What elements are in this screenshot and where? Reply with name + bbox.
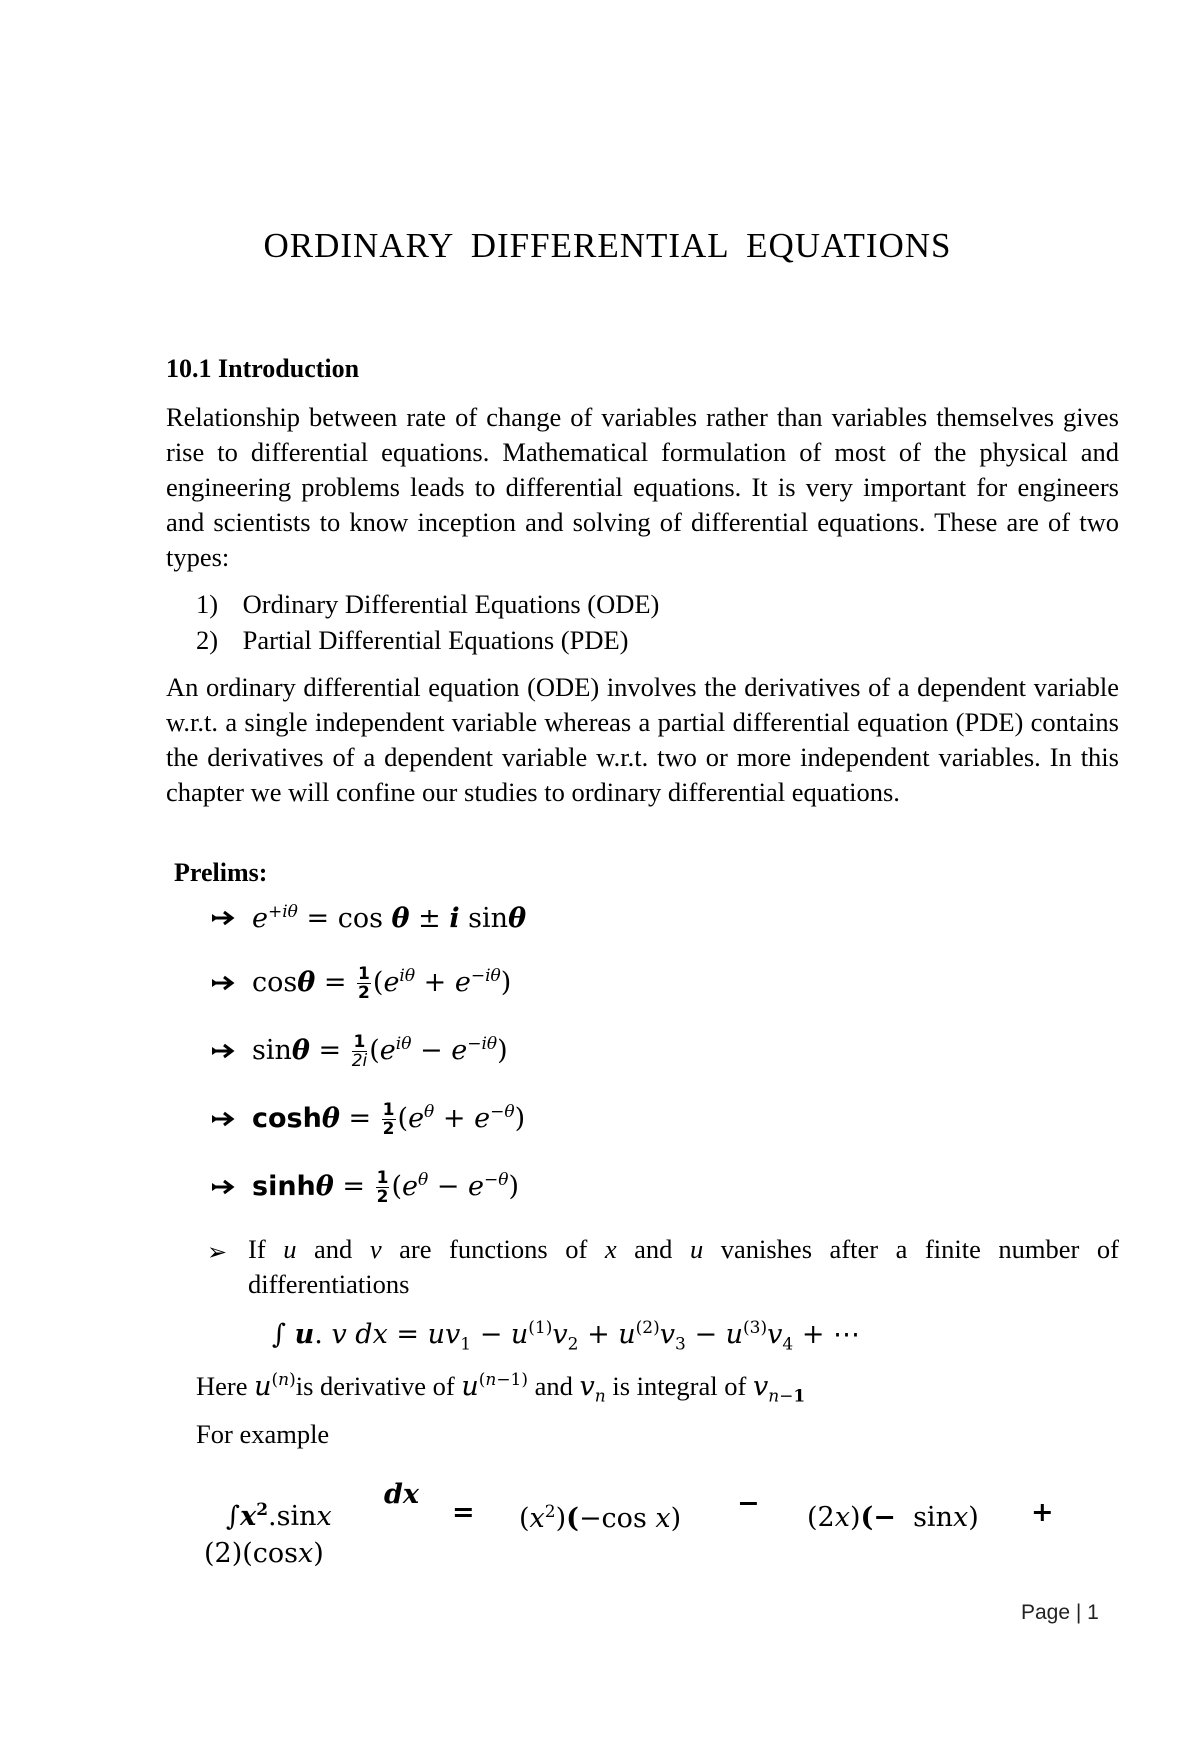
text-run: and xyxy=(314,1234,353,1264)
formula-euler xyxy=(210,893,526,943)
arrow-bullet-icon xyxy=(210,1041,240,1061)
math-part: (2x)(− sinx) xyxy=(807,1502,979,1533)
arrow-bullet-icon xyxy=(210,1109,240,1129)
list-item-number: 2) xyxy=(196,625,219,655)
formula-cosh xyxy=(210,1094,525,1144)
var-u: u xyxy=(283,1234,297,1264)
text-run: If xyxy=(248,1234,266,1264)
formula-sinh xyxy=(210,1162,519,1212)
list-item xyxy=(196,622,659,658)
math-inline: $v_n$ xyxy=(579,1371,606,1407)
text-run: Here xyxy=(196,1371,248,1401)
formula-sin xyxy=(210,1026,508,1076)
text-run: and xyxy=(634,1234,673,1264)
arrow-bullet-icon xyxy=(210,973,240,993)
arrow-bullet-icon xyxy=(210,908,240,928)
list-item-text: Partial Differential Equations (PDE) xyxy=(242,625,629,655)
math-inline: $u^{(n)}$ xyxy=(254,1370,296,1402)
chevron-bullet-icon: ➢ xyxy=(207,1238,228,1266)
arrow-bullet-icon xyxy=(210,1177,240,1197)
ode-paragraph: An ordinary differential equation (ODE) involves the derivatives of a dependent variable w.r.t. a single independent variable whereas a partial differential equation (PDE) contains the derivatives of a dependent variable w.r.t. two or more independent variables. In this chapter we will confine our studies to ordinary differential equations. xyxy=(166,672,1119,807)
var-v: v xyxy=(369,1234,382,1264)
integration-by-parts-formula: ∫ u. v dx = $uv_1 - u^{(1)}v_2 + u^{(2)}v_3 - u^{(3)}v_4$ + ⋯ xyxy=(272,1318,861,1355)
formula-text: sinhθ = $\frac{1}{2}$ $(e^\theta - e^{-\theta})$ xyxy=(252,1167,520,1207)
var-u: u xyxy=(689,1234,704,1264)
page-title: ORDINARY DIFFERENTIAL EQUATIONS xyxy=(263,226,952,265)
math-part: dx xyxy=(384,1479,419,1510)
math-inline: $u^{(n-1)}$ xyxy=(461,1370,529,1402)
list-item xyxy=(196,586,659,622)
types-list xyxy=(196,586,659,658)
section-heading: 10.1 Introduction xyxy=(166,354,360,383)
text-run: is derivative of xyxy=(295,1371,455,1401)
math-part: = xyxy=(452,1497,475,1528)
formula-text: cosθ = $\frac{1}{2}$ $(e^{i\theta} + e^{-i\theta})$ xyxy=(252,963,512,1003)
math-inline: $v_{n-1}$ xyxy=(752,1371,806,1407)
text-run: is integral of xyxy=(612,1371,747,1401)
var-x: x xyxy=(604,1234,617,1264)
text-run: and xyxy=(534,1371,573,1401)
formula-text: coshθ = $\frac{1}{2}$ $(e^\theta + e^{-\theta})$ xyxy=(252,1099,526,1139)
intro-paragraph: Relationship between rate of change of variables rather than variables themselves gives rise to differential equations. Mathematical formulation of most of the physical and engineering problems leads to differential equations. It is very important for engineers and scientists to know inception and solving of differential equations. These are of two types: xyxy=(166,402,1119,572)
page-number-footer: Page | 1 xyxy=(1021,1601,1099,1624)
math-part: + xyxy=(1031,1497,1054,1528)
math-part: $\int x^2.\sin x$ xyxy=(226,1500,332,1532)
formula-cos xyxy=(210,958,511,1008)
math-part: $(x^2)(-\cos$ x) xyxy=(519,1502,682,1534)
text-run: vanishes after a finite number of differentiations xyxy=(248,1234,1119,1299)
math-part: − xyxy=(737,1488,760,1519)
text-run: are functions of xyxy=(399,1234,588,1264)
if-paragraph xyxy=(248,1232,1119,1302)
formula-text: sinθ = $\frac{1}{2i}$ $(e^{i\theta} - e^{-i\theta})$ xyxy=(252,1031,508,1071)
math-part: (2)(cosx) xyxy=(204,1538,324,1569)
example-label: For example xyxy=(196,1419,330,1449)
here-line xyxy=(196,1370,805,1406)
formula-text: $e^{+i\theta} = \cos \theta \pm i$ sinθ xyxy=(252,902,527,934)
list-item-number: 1) xyxy=(196,589,219,619)
list-item-text: Ordinary Differential Equations (ODE) xyxy=(242,589,660,619)
prelims-label: Prelims: xyxy=(174,858,268,887)
